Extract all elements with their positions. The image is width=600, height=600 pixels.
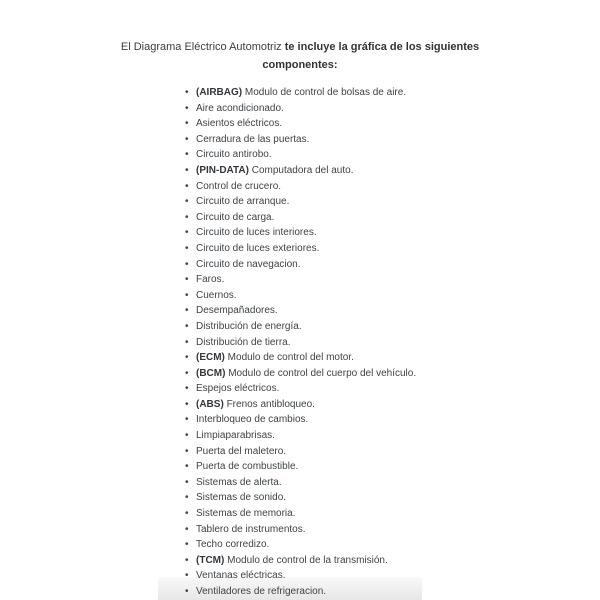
- list-item: [196, 225, 416, 241]
- component-label: Aire acondicionado.: [196, 102, 284, 114]
- list-item: [196, 101, 416, 117]
- list-item: [196, 350, 416, 366]
- list-item: [196, 147, 416, 163]
- component-label: Tablero de instrumentos.: [196, 523, 306, 535]
- list-item: [196, 412, 416, 428]
- list-item: [196, 381, 416, 397]
- list-item: [196, 288, 416, 304]
- list-item: [196, 475, 416, 491]
- component-label: Control de crucero.: [196, 180, 282, 192]
- list-item: [196, 444, 416, 460]
- component-label: Modulo de control de la transmisión.: [227, 554, 388, 566]
- component-label: Modulo de control de bolsas de aire.: [244, 87, 407, 98]
- component-label: Interbloqueo de cambios.: [196, 414, 309, 426]
- list-item: [196, 584, 416, 600]
- list-item: [196, 522, 416, 538]
- component-code: (PIN-DATA): [196, 164, 249, 176]
- component-label: Distribución de tierra.: [196, 336, 291, 348]
- list-item: [196, 490, 416, 506]
- component-label: Desempañadores.: [196, 305, 278, 317]
- component-label: Circuito de carga.: [196, 211, 275, 223]
- list-item: [196, 568, 416, 584]
- list-item: [196, 459, 416, 475]
- page-title-normal: El Diagrama Eléctrico Automotriz: [120, 41, 282, 53]
- component-label: Frenos antibloqueo.: [226, 398, 315, 410]
- component-label: Computadora del auto.: [251, 164, 354, 176]
- component-code: (TCM): [196, 554, 225, 566]
- component-label: Cerradura de las puertas.: [196, 133, 310, 145]
- components-list: [196, 85, 416, 600]
- list-item: [196, 319, 416, 335]
- component-label: Puerta de combustible.: [196, 461, 299, 473]
- component-label: Cuernos.: [196, 289, 237, 301]
- component-label: Espejos eléctricos.: [196, 383, 280, 395]
- component-label: Techo corredizo.: [196, 539, 270, 551]
- list-item: [196, 537, 416, 553]
- list-item: [196, 132, 416, 148]
- component-label: Ventiladores de refrigeracion.: [196, 586, 327, 597]
- component-code: (BCM): [196, 367, 226, 379]
- list-item: [196, 210, 416, 226]
- component-label: Circuito de luces interiores.: [196, 227, 317, 239]
- component-label: Sistemas de sonido.: [196, 492, 287, 504]
- list-item: [196, 116, 416, 132]
- page-title: [90, 38, 510, 74]
- list-item: [196, 428, 416, 444]
- list-item: [196, 553, 416, 569]
- component-label: Sistemas de memoria.: [196, 508, 296, 520]
- component-label: Puerta del maletero.: [196, 445, 287, 457]
- component-label: Circuito de luces exteriores.: [196, 242, 320, 254]
- list-item: [196, 241, 416, 257]
- component-label: Ventanas eléctricas.: [196, 570, 286, 582]
- list-item: [196, 335, 416, 351]
- component-label: Distribución de energía.: [196, 320, 302, 332]
- component-code: (ABS): [196, 398, 224, 410]
- list-item: [196, 163, 416, 179]
- component-label: Modulo de control del motor.: [227, 352, 354, 364]
- list-item: [196, 257, 416, 273]
- component-label: Limpiaparabrisas.: [196, 430, 275, 442]
- component-code: (AIRBAG): [196, 87, 243, 98]
- list-item: [196, 179, 416, 195]
- list-item: [196, 303, 416, 319]
- list-item: [196, 366, 416, 382]
- list-item: [196, 397, 416, 413]
- component-label: Asientos eléctricos.: [196, 118, 283, 130]
- list-item: [196, 272, 416, 288]
- list-item: [196, 506, 416, 522]
- page-title-bold: te incluye la gráfica de los siguientes componentes:: [262, 41, 480, 71]
- component-label: Circuito de navegacion.: [196, 258, 301, 270]
- component-label: Faros.: [196, 274, 225, 286]
- list-item: [196, 85, 416, 101]
- list-item: [196, 194, 416, 210]
- component-code: (ECM): [196, 352, 225, 364]
- component-label: Circuito antirobo.: [196, 149, 272, 161]
- component-label: Sistemas de alerta.: [196, 476, 282, 488]
- component-label: Modulo de control del cuerpo del vehículo.: [228, 367, 417, 379]
- component-label: Circuito de arranque.: [196, 196, 290, 208]
